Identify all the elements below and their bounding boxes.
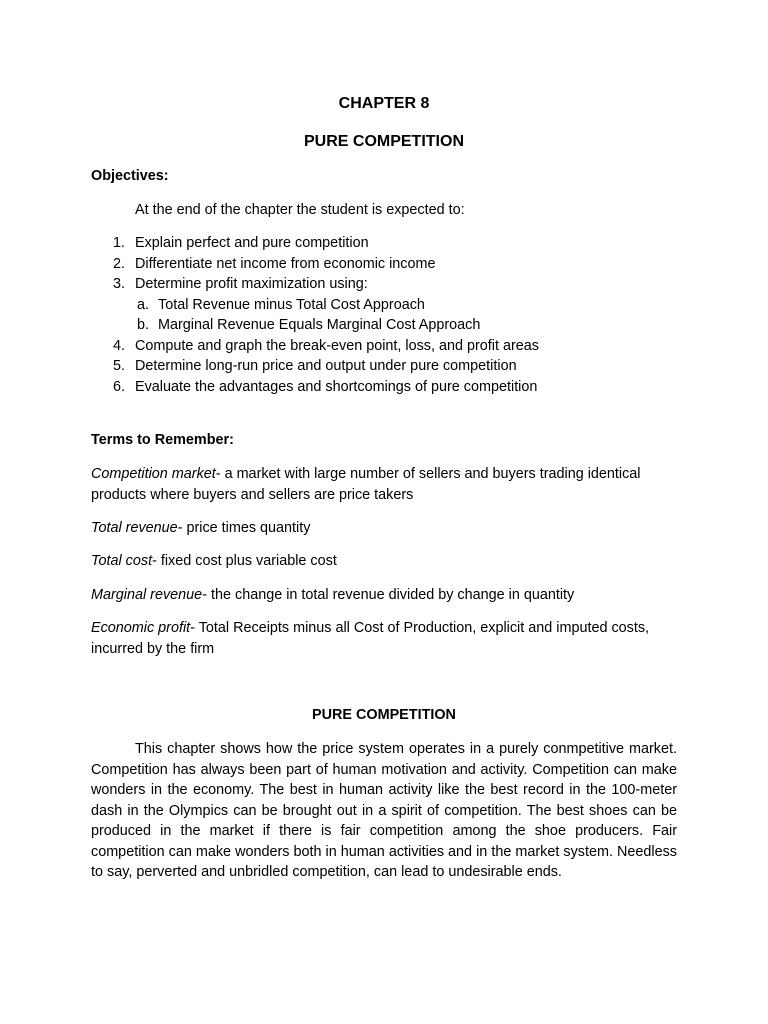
objective-item (0, 254, 768, 275)
objective-number: 4. (112, 337, 125, 354)
term-definition (91, 618, 681, 659)
objective-text: Determine long-run price and output under pure competition (135, 358, 517, 374)
term-definition (91, 551, 681, 572)
term-definition (91, 518, 681, 539)
term-definition (91, 464, 681, 505)
chapter-number: CHAPTER 8 (338, 95, 430, 112)
term-text: - fixed cost plus variable cost (152, 553, 337, 569)
term-text: - the change in total revenue divided by change in quantity (202, 587, 575, 603)
objective-number: 6. (112, 378, 125, 395)
objective-subitem (0, 315, 768, 336)
subitem-text: Marginal Revenue Equals Marginal Cost Approach (158, 317, 481, 333)
section-paragraph: This chapter shows how the price system operates in a purely conmpetitive market. Competition has always been part of human motivation and activity. Competition can make wonders in the economy. The best in human activity like the best record in the 100-meter dash in the Olympics can be brought out in a spirit of competition. The best shoes can be produced in the market if there is fair competition among the shoe producers. Fair competition can make wonders both in human activities and in the market system. Needless to say, perverted and unbridled competition, can lead to undesirable ends. (91, 741, 677, 880)
objective-subitem (0, 295, 768, 316)
term-text: - a market with large number of sellers and buyers trading identical products where buyers and sellers are price takers (91, 466, 641, 503)
objective-text: Explain perfect and pure competition (135, 235, 369, 251)
objectives-intro: At the end of the chapter the student is expected to: (135, 202, 465, 218)
objective-item (0, 274, 768, 295)
term-text: - price times quantity (177, 520, 311, 536)
terms-heading: Terms to Remember: (91, 432, 234, 448)
term-name: Economic profit (91, 620, 191, 636)
term-name: Marginal revenue (91, 587, 203, 603)
term-name: Total cost (91, 553, 153, 569)
objective-text: Evaluate the advantages and shortcomings of pure competition (135, 378, 538, 395)
term-definition (91, 585, 681, 606)
term-name: Total revenue (91, 520, 178, 536)
objective-number: 2. (112, 255, 125, 272)
subitem-letter: b. (136, 317, 149, 333)
objective-item (0, 377, 768, 398)
objective-number: 5. (112, 358, 125, 374)
objective-number: 3. (112, 276, 125, 292)
objective-text: Determine profit maximization using: (135, 276, 368, 292)
term-text: - Total Receipts minus all Cost of Production, explicit and imputed costs, incurred by the firm (91, 620, 650, 657)
objective-text: Differentiate net income from economic income (135, 255, 436, 272)
section-heading: PURE COMPETITION (312, 707, 456, 723)
objectives-heading: Objectives: (91, 168, 169, 184)
subitem-letter: a. (136, 296, 149, 313)
subitem-text: Total Revenue minus Total Cost Approach (158, 296, 425, 313)
chapter-title: PURE COMPETITION (303, 133, 464, 150)
term-name: Competition market (91, 466, 216, 482)
objective-item (0, 336, 768, 357)
objective-number: 1. (112, 235, 125, 251)
objective-text: Compute and graph the break-even point, loss, and profit areas (135, 337, 539, 354)
objective-item (0, 233, 768, 254)
objective-item (0, 356, 768, 377)
